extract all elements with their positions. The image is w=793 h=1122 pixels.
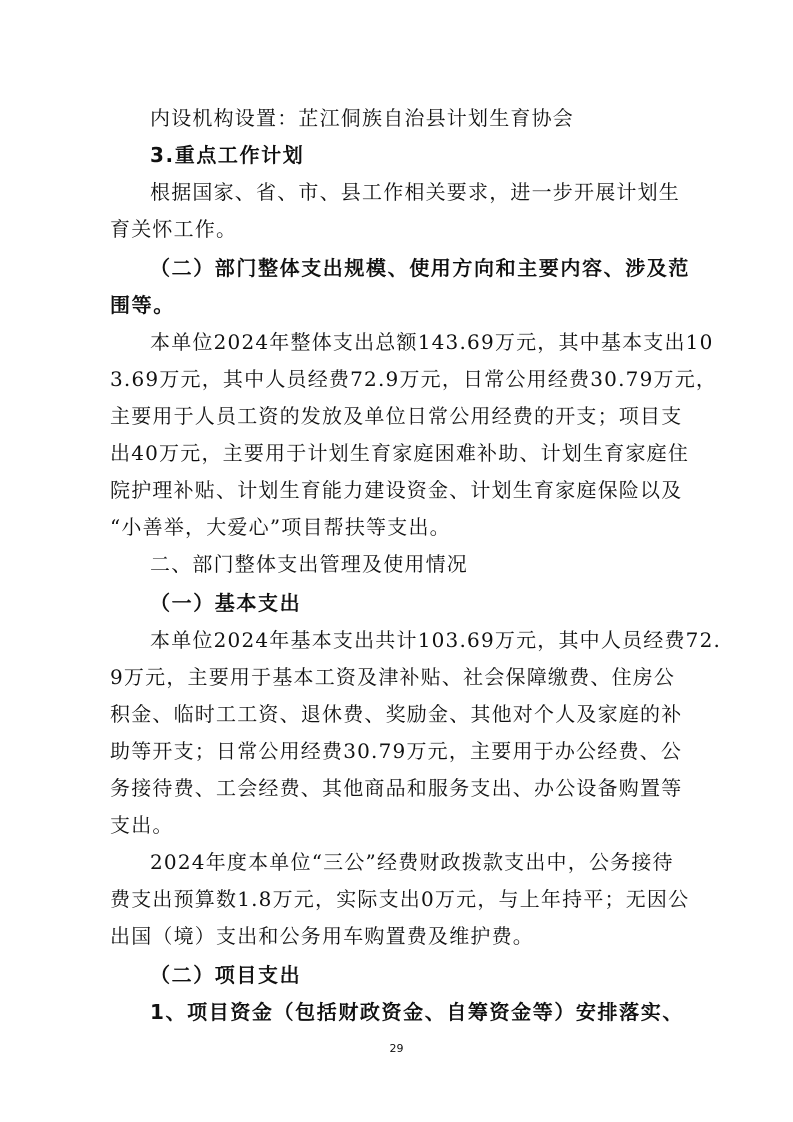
page-number: 29: [389, 1042, 404, 1055]
paragraph-line: 2024年度本单位“三公”经费财政拨款支出中，公务接待: [150, 850, 674, 874]
section-heading: 二、部门整体支出管理及使用情况: [150, 552, 468, 576]
paragraph-line: 本单位2024年整体支出总额143.69万元，其中基本支出10: [150, 330, 714, 354]
paragraph-line: 支出。: [110, 813, 174, 837]
org-setup-line: 内设机构设置：芷江侗族自治县计划生育协会: [150, 106, 574, 130]
paragraph-line: 务接待费、工会经费、其他商品和服务支出、办公设备购置等: [110, 776, 683, 800]
heading-project-funds: 1、项目资金（包括财政资金、自筹资金等）安排落实、: [150, 1000, 684, 1024]
paragraph-line: 助等开支；日常公用经费30.79万元，主要用于办公经费、公: [110, 739, 683, 763]
heading-overall-expenditure-cont: 围等。: [110, 293, 175, 317]
heading-key-work-plan: 3.重点工作计划: [150, 143, 305, 167]
paragraph-line: 本单位2024年基本支出共计103.69万元，其中人员经费72.: [150, 628, 722, 652]
paragraph-line: 根据国家、省、市、县工作相关要求，进一步开展计划生: [150, 180, 680, 204]
heading-project-expenditure: （二）项目支出: [150, 963, 302, 987]
paragraph-line: 主要用于人员工资的发放及单位日常公用经费的开支；项目支: [110, 404, 683, 428]
paragraph-line: 院护理补贴、计划生育能力建设资金、计划生育家庭保险以及: [110, 478, 683, 502]
paragraph-line: 9万元，主要用于基本工资及津补贴、社会保障缴费、住房公: [110, 665, 676, 689]
paragraph-line: 出40万元，主要用于计划生育家庭困难补助、计划生育家庭住: [110, 441, 690, 465]
paragraph-line: 3.69万元，其中人员经费72.9万元，日常公用经费30.79万元，: [110, 367, 718, 391]
paragraph-line: 出国（境）支出和公务用车购置费及维护费。: [110, 924, 534, 948]
heading-overall-expenditure: （二）部门整体支出规模、使用方向和主要内容、涉及范: [150, 256, 690, 280]
paragraph-line: 费支出预算数1.8万元，实际支出0万元，与上年持平；无因公: [110, 887, 690, 911]
paragraph-line: 育关怀工作。: [110, 217, 238, 241]
paragraph-line: 积金、临时工工资、退休费、奖励金、其他对个人及家庭的补: [110, 702, 683, 726]
paragraph-line: “小善举，大爱心”项目帮扶等支出。: [110, 515, 451, 539]
heading-basic-expenditure: （一）基本支出: [150, 591, 302, 615]
